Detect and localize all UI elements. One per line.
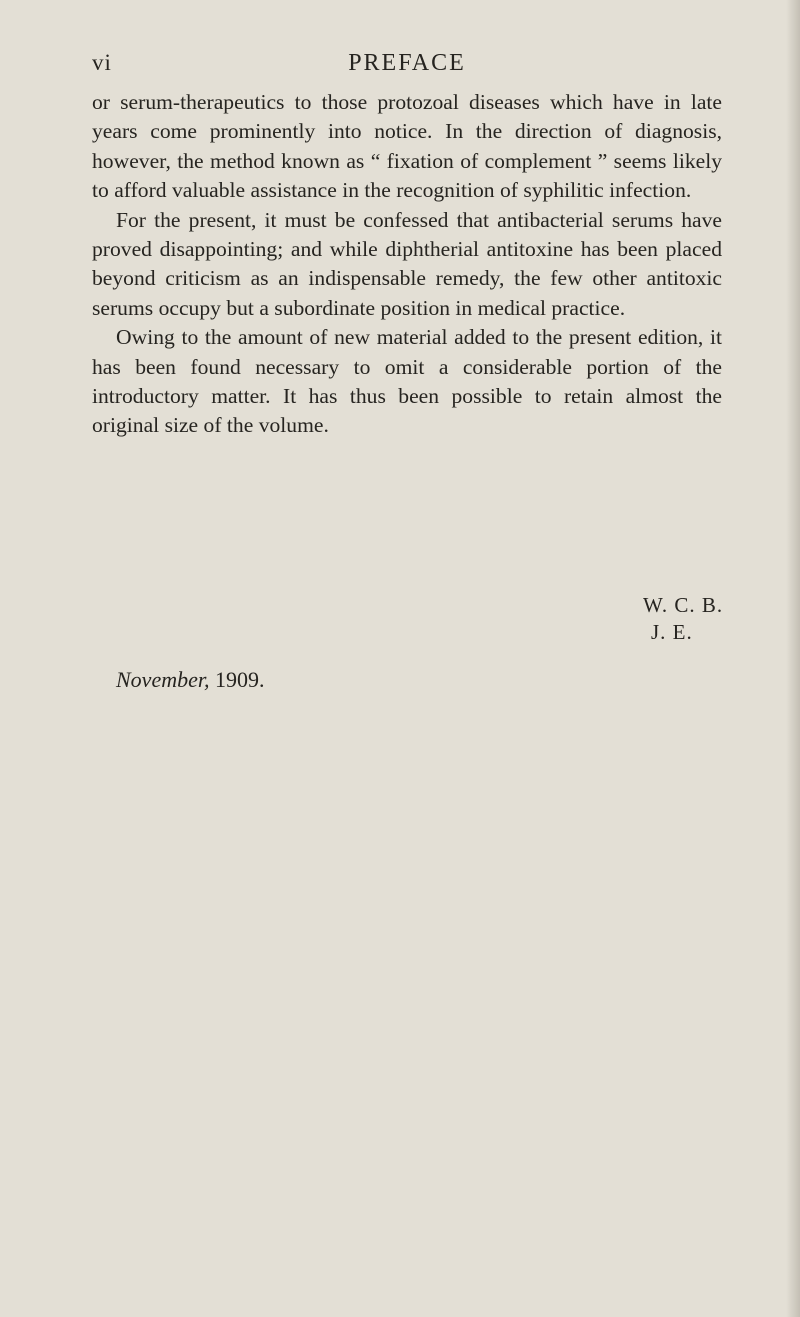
running-header — [92, 50, 722, 84]
preface-body — [92, 88, 722, 441]
running-title: PREFACE — [348, 50, 466, 76]
author-initials-1: W. C. B. — [643, 593, 724, 617]
date-year: 1909. — [214, 667, 265, 692]
page-number: vi — [92, 50, 112, 75]
paragraph-continued: or serum-therapeutics to those protozoal diseases which have in late years come prominently into notice. In the direction of diagnosis, however, the method known as “ fixation of complement ” seems likely to afford valuable assistance in the recognition of syphilitic infection. — [92, 90, 722, 203]
date-month: November, — [116, 667, 210, 692]
paragraph-antibacterial-serums: For the present, it must be confessed that antibacterial serums have proved disappointing; and while diphtherial antitoxine has been placed beyond criticism as an indispensable remedy, the few other antitoxic serums occupy but a subordinate position in medical practice. — [92, 207, 722, 320]
page-edge-shadow — [786, 0, 800, 1317]
dateline — [116, 667, 264, 693]
paragraph-new-edition: Owing to the amount of new material added to the present edition, it has been found necessary to omit a considerable portion of the introductory matter. It has thus been possible to retain almost the original size of the volume. — [92, 325, 722, 438]
author-signature — [643, 592, 723, 646]
author-initials-2: J. E. — [651, 620, 693, 644]
